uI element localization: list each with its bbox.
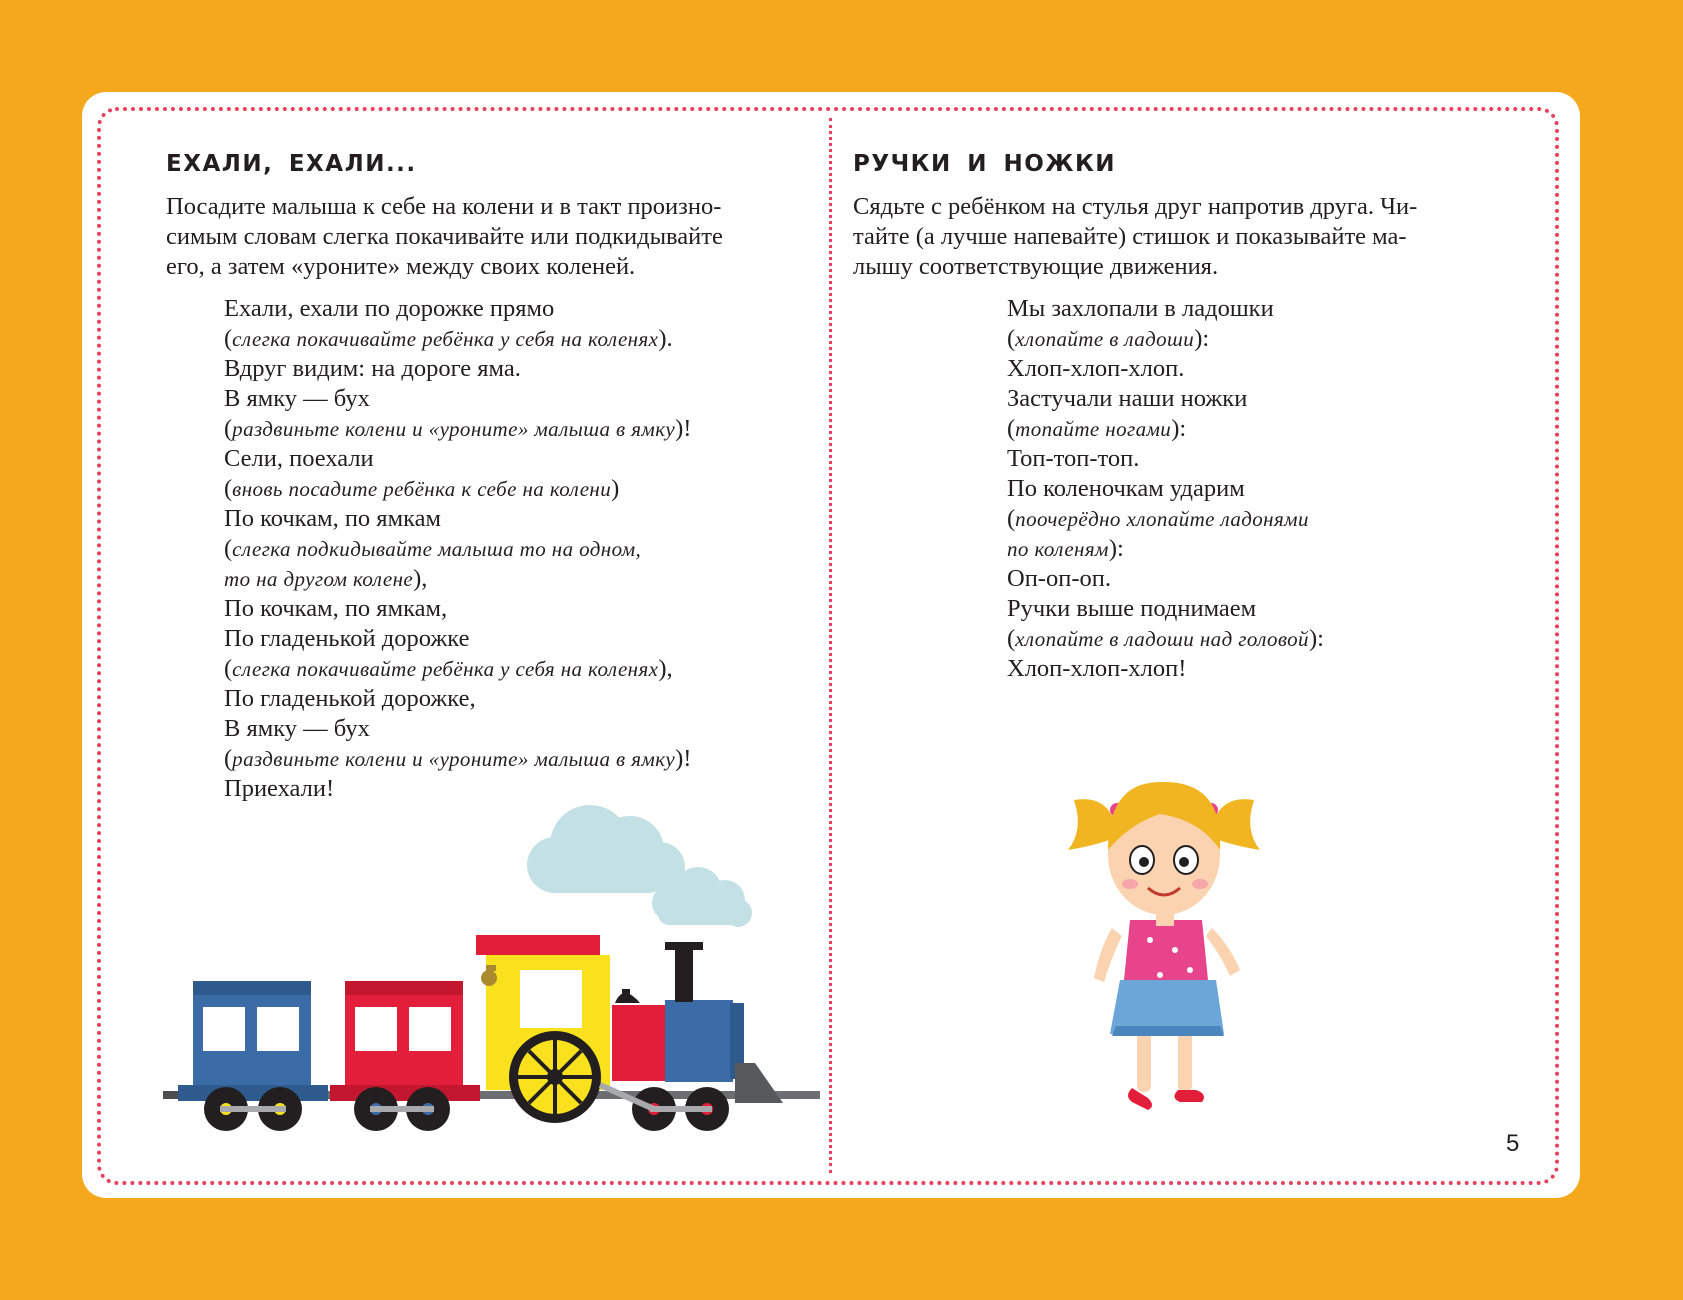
red-wagon: [330, 981, 480, 1101]
poem-line: В ямку — бух: [224, 385, 370, 412]
poem-paren-open: (: [1007, 625, 1016, 652]
poem-paren-close: )!: [675, 745, 692, 772]
poem-line: [224, 414, 691, 444]
left-intro-line: симым словам слегка покачивайте или подкидывайте: [166, 223, 723, 250]
poem-paren-open: (: [224, 745, 233, 772]
poem-paren-open: (: [1007, 415, 1016, 442]
page-divider: [829, 118, 832, 1173]
train-illustration: [160, 795, 820, 1140]
poem-line: [224, 534, 691, 564]
right-intro: [853, 192, 1417, 282]
left-poem: [224, 294, 691, 804]
poem-line: Вдруг видим: на дороге яма.: [224, 355, 521, 382]
poem-paren-close: ):: [1171, 415, 1187, 442]
poem-paren-open: (: [1007, 505, 1016, 532]
poem-paren-close: ).: [658, 325, 673, 352]
white-dot-border-top: [98, 96, 1558, 104]
girl-illustration: [1050, 780, 1310, 1120]
poem-paren-open: (: [224, 415, 233, 442]
left-intro-line: Посадите малыша к себе на колени и в такт произно-: [166, 193, 722, 220]
poem-paren-close: ):: [1194, 325, 1210, 352]
poem-stage-direction: слегка покачивайте ребёнка у себя на коленях: [232, 327, 659, 351]
blue-wagon: [178, 981, 328, 1101]
poem-paren-close: ):: [1108, 535, 1124, 562]
poem-stage-direction: слегка подкидывайте малыша то на одном,: [232, 537, 642, 561]
poem-line: По кочкам, по ямкам: [224, 505, 441, 532]
poem-line: Ехали, ехали по дорожке прямо: [224, 295, 555, 322]
poem-paren-close: ),: [658, 655, 673, 682]
poem-line: [1007, 414, 1324, 444]
poem-line: По коленочкам ударим: [1007, 475, 1245, 502]
poem-line: По кочкам, по ямкам,: [224, 595, 448, 622]
poem-line: [1007, 534, 1324, 564]
poem-line: В ямку — бух: [224, 715, 370, 742]
poem-stage-direction: то на другом колене: [224, 567, 414, 591]
poem-line: По гладенькой дорожке,: [224, 685, 476, 712]
poem-line: Хлоп-хлоп-хлоп!: [1007, 655, 1187, 682]
poem-line: Хлоп-хлоп-хлоп.: [1007, 355, 1185, 382]
left-intro-line: его, а затем «уроните» между своих коленей.: [166, 253, 636, 280]
poem-paren-open: (: [224, 655, 233, 682]
right-intro-line: лышу соответствующие движения.: [853, 253, 1219, 280]
poem-stage-direction: хлопайте в ладоши: [1015, 327, 1195, 351]
poem-stage-direction: раздвиньте колени и «уроните» малыша в ямку: [232, 747, 676, 771]
poem-paren-close: ),: [413, 565, 428, 592]
poem-line: Ручки выше поднимаем: [1007, 595, 1257, 622]
poem-paren-open: (: [1007, 325, 1016, 352]
poem-stage-direction: раздвиньте колени и «уроните» малыша в ямку: [232, 417, 676, 441]
poem-line: По гладенькой дорожке: [224, 625, 470, 652]
poem-paren-close: ): [611, 475, 620, 502]
poem-stage-direction: по коленям: [1007, 537, 1109, 561]
poem-line: Оп-оп-оп.: [1007, 565, 1111, 592]
poem-line: [224, 654, 691, 684]
right-poem: [1007, 294, 1324, 684]
white-dot-border-bottom: [98, 1186, 1558, 1194]
poem-paren-close: ):: [1308, 625, 1324, 652]
poem-line: [1007, 504, 1324, 534]
poem-stage-direction: хлопайте в ладоши над головой: [1015, 627, 1309, 651]
right-title: РУЧКИ И НОЖКИ: [853, 151, 1116, 177]
left-title: ЕХАЛИ, ЕХАЛИ...: [166, 151, 417, 177]
page-number: 5: [1506, 1130, 1520, 1157]
poem-line: [1007, 324, 1324, 354]
poem-paren-open: (: [224, 325, 233, 352]
poem-line: [224, 324, 691, 354]
poem-line: Приехали!: [224, 775, 335, 802]
poem-stage-direction: слегка покачивайте ребёнка у себя на коленях: [232, 657, 659, 681]
poem-stage-direction: поочерёдно хлопайте ладонями: [1015, 507, 1309, 531]
poem-line: Топ-топ-топ.: [1007, 445, 1140, 472]
poem-line: Мы захлопали в ладошки: [1007, 295, 1274, 322]
poem-line: Сели, поехали: [224, 445, 374, 472]
poem-line: Застучали наши ножки: [1007, 385, 1248, 412]
poem-line: [1007, 624, 1324, 654]
poem-paren-close: )!: [675, 415, 692, 442]
poem-stage-direction: топайте ногами: [1015, 417, 1172, 441]
white-dot-border-right: [1567, 108, 1575, 1188]
smoke-clouds: [527, 805, 752, 927]
poem-line: [224, 564, 691, 594]
right-intro-line: тайте (а лучше напевайте) стишок и показывайте ма-: [853, 223, 1407, 250]
right-intro-line: Сядьте с ребёнком на стулья друг напротив друга. Чи-: [853, 193, 1418, 220]
poem-paren-open: (: [224, 475, 233, 502]
poem-paren-open: (: [224, 535, 233, 562]
poem-line: [224, 744, 691, 774]
poem-stage-direction: вновь посадите ребёнка к себе на колени: [232, 477, 612, 501]
left-intro: [166, 192, 723, 282]
poem-line: [224, 474, 691, 504]
white-dot-border-left: [86, 108, 94, 1188]
